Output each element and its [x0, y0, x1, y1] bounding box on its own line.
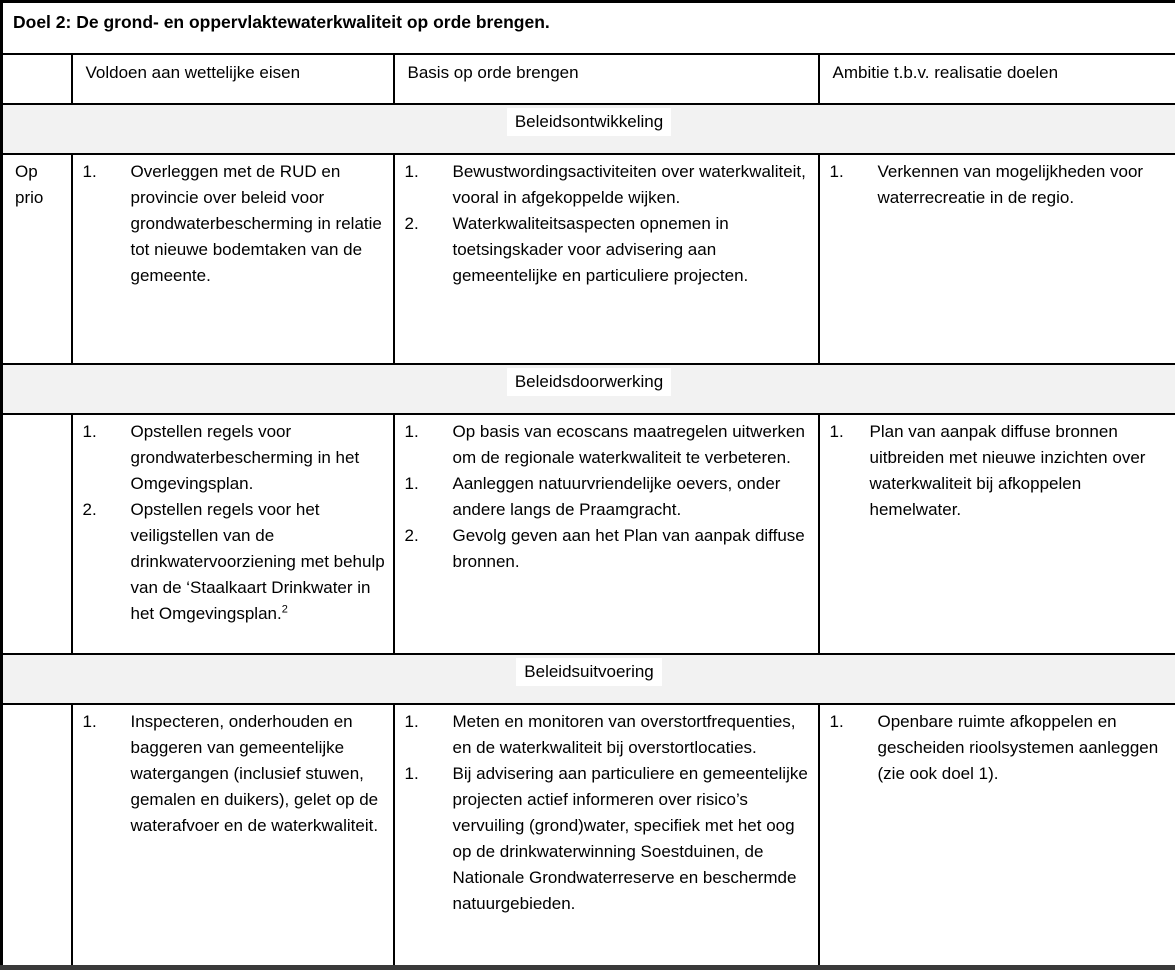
list-item-text: Verkennen van mogelijkheden voor waterrecreatie in de regio. — [877, 161, 1144, 207]
cell-beleidsdoorwerking-ambitie — [819, 414, 1175, 654]
list-item-text: Meten en monitoren van overstortfrequenties, en de waterkwaliteit bij overstortlocaties. — [452, 711, 796, 757]
list-item-number: 1. — [404, 421, 419, 441]
column-header-basis-op-orde: Basis op orde brengen — [394, 54, 819, 104]
list-item-text: Plan van aanpak diffuse bronnen uitbreiden met nieuwe inzichten over waterkwaliteit bij afkoppelen hemelwater. — [869, 421, 1146, 519]
row-label-op-prio: Op prio — [2, 154, 72, 364]
cell-beleidsdoorwerking-basis — [394, 414, 819, 654]
list-item — [830, 419, 1170, 523]
list-item — [405, 761, 812, 917]
list-item-number: 1. — [404, 473, 419, 493]
column-header-ambitie: Ambitie t.b.v. realisatie doelen — [819, 54, 1175, 104]
list-item-number: 1. — [82, 711, 97, 731]
list-item-text: Gevolg geven aan het Plan van aanpak diffuse bronnen. — [452, 525, 805, 571]
row-label-empty — [2, 414, 72, 654]
cell-beleidsuitvoering-basis — [394, 704, 819, 968]
section-header-label: Beleidsdoorwerking — [507, 368, 671, 396]
list-item — [83, 419, 387, 497]
list-item-number: 1. — [829, 421, 844, 441]
list-item-number: 2. — [82, 499, 97, 519]
list-item-text: Opstellen regels voor grondwaterbescherming in het Omgevingsplan. — [130, 421, 360, 493]
list-item — [405, 471, 812, 523]
list-item-text: Op basis van ecoscans maatregelen uitwerken om de regionale waterkwaliteit te verbeteren. — [452, 421, 805, 467]
list-item-text: Openbare ruimte afkoppelen en gescheiden rioolsystemen aanleggen (zie ook doel 1). — [877, 711, 1159, 783]
list-item — [83, 497, 387, 627]
cell-beleidsontwikkeling-ambitie — [819, 154, 1175, 364]
section-header-beleidsuitvoering — [2, 654, 1175, 704]
cell-beleidsuitvoering-wettelijke-eisen — [72, 704, 394, 968]
list-item — [405, 419, 812, 471]
list-item-text: Waterkwaliteitsaspecten opnemen in toetsingskader voor advisering aan gemeentelijke en particuliere projecten. — [452, 213, 749, 285]
list-item-text: Aanleggen natuurvriendelijke oevers, onder andere langs de Praamgracht. — [452, 473, 781, 519]
list-item-number: 1. — [404, 763, 419, 783]
list-item — [405, 709, 812, 761]
list-item-number: 2. — [404, 213, 419, 233]
list-item — [830, 709, 1170, 787]
section-header-label: Beleidsuitvoering — [516, 658, 661, 686]
list-item-number: 1. — [829, 711, 844, 731]
section-header-beleidsdoorwerking — [2, 364, 1175, 414]
list-item — [83, 709, 387, 839]
list-item-number: 1. — [829, 161, 844, 181]
section-header-beleidsontwikkeling — [2, 104, 1175, 154]
column-header-wettelijke-eisen: Voldoen aan wettelijke eisen — [72, 54, 394, 104]
list-item — [405, 211, 812, 289]
cell-beleidsontwikkeling-basis — [394, 154, 819, 364]
column-header-empty — [2, 54, 72, 104]
list-item-text: Bewustwordingsactiviteiten over waterkwaliteit, vooral in afgekoppelde wijken. — [452, 161, 806, 207]
page-title: Doel 2: De grond- en oppervlaktewaterkwaliteit op orde brengen. — [2, 2, 1175, 54]
list-item-number: 1. — [404, 161, 419, 181]
list-item-number: 1. — [404, 711, 419, 731]
cell-beleidsontwikkeling-wettelijke-eisen — [72, 154, 394, 364]
list-item — [405, 523, 812, 575]
cell-beleidsdoorwerking-wettelijke-eisen — [72, 414, 394, 654]
list-item-text — [131, 497, 387, 627]
list-item — [83, 159, 387, 289]
list-item-text: Inspecteren, onderhouden en baggeren van gemeentelijke watergangen (inclusief stuwen, gemalen en duikers), gelet op de waterafvoer en de waterkwaliteit. — [130, 711, 379, 835]
footnote-reference: 2 — [281, 602, 288, 615]
list-item-text: Bij advisering aan particuliere en gemeentelijke projecten actief informeren over risico’s vervuiling (grond)water, specifiek met het oog op de drinkwaterwinning Soestduinen, de Nationale Grondwaterreserve en beschermde natuurgebieden. — [452, 763, 808, 913]
cell-beleidsuitvoering-ambitie — [819, 704, 1175, 968]
list-item — [830, 159, 1170, 211]
list-item — [405, 159, 812, 211]
list-item-number: 1. — [82, 421, 97, 441]
section-header-label: Beleidsontwikkeling — [507, 108, 671, 136]
list-item-text-body: Opstellen regels voor het veiligstellen van de drinkwatervoorziening met behulp van de ‘Staalkaart Drinkwater in het Omgevingsplan. — [130, 499, 385, 623]
list-item-number: 2. — [404, 525, 419, 545]
list-item-text: Overleggen met de RUD en provincie over beleid voor grondwaterbescherming in relatie tot nieuwe bodemtaken van de gemeente. — [130, 161, 382, 285]
list-item-number: 1. — [82, 161, 97, 181]
row-label-empty — [2, 704, 72, 968]
